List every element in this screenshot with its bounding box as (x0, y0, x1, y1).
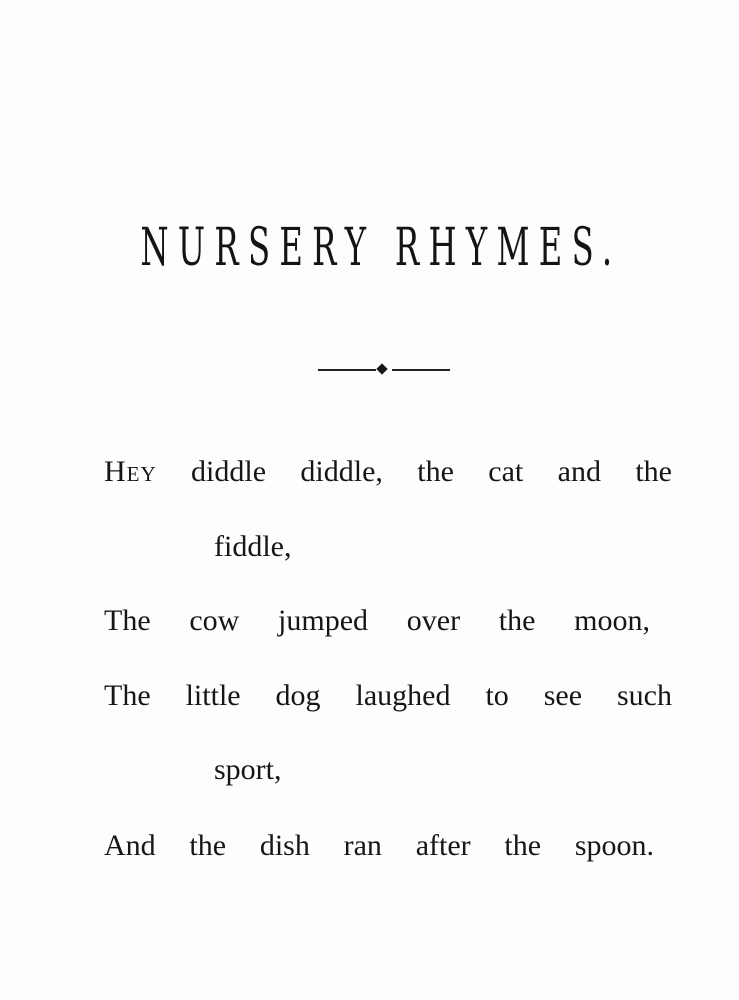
verse-line-5: sport, (214, 753, 282, 786)
verse-line-2: fiddle, (214, 530, 292, 563)
page-title: NURSERY RHYMES. (140, 218, 622, 278)
verse-line-3: The cow jumped over the moon, (104, 604, 650, 637)
verse-line-6: And the dish ran after the spoon. (104, 829, 654, 862)
verse-initial-word: Hey (104, 455, 157, 488)
verse-line-4: The little dog laughed to see such (104, 679, 672, 712)
verse-line-1: Hey diddle diddle, the cat and the (104, 455, 672, 488)
